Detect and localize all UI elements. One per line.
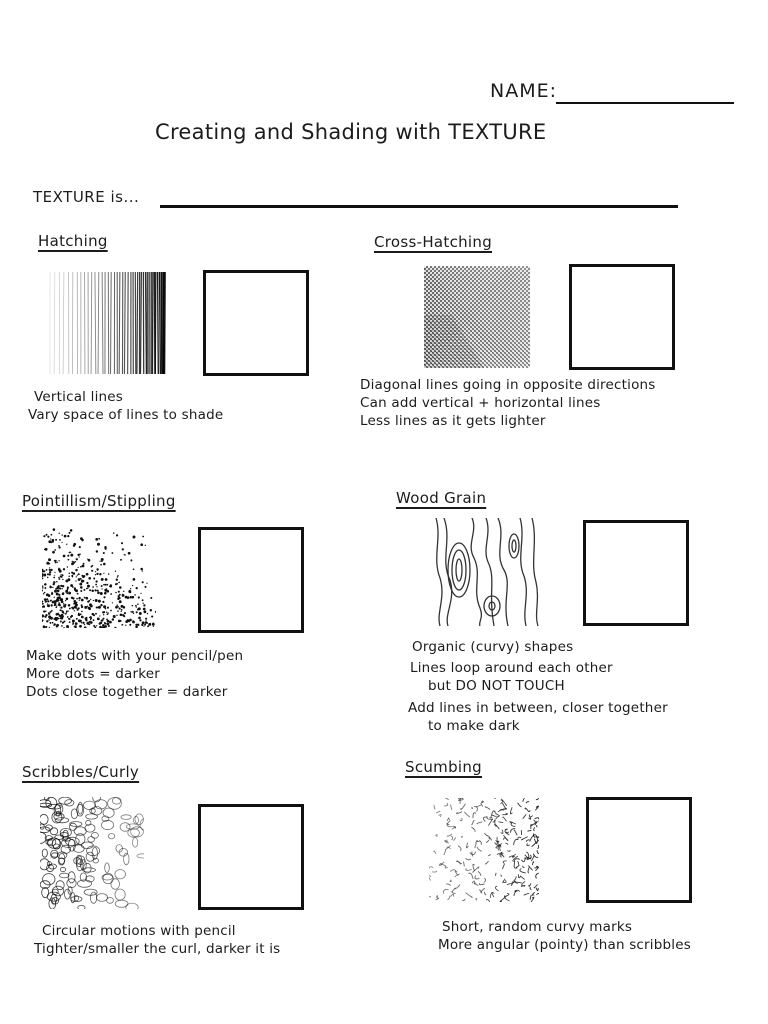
scumbing-description (438, 918, 691, 954)
pointillism-line-2: More dots = darker (26, 666, 160, 682)
scumbing-heading: Scumbing (405, 758, 483, 776)
cross-hatching-practice-box[interactable] (569, 264, 675, 370)
scribbles-line-1: Circular motions with pencil (42, 923, 236, 939)
wood-grain-line-3: but DO NOT TOUCH (428, 678, 565, 694)
cross-hatching-description (360, 376, 656, 430)
scumbing-practice-box[interactable] (586, 797, 692, 903)
page-title: Creating and Shading with TEXTURE (155, 120, 547, 144)
wood-grain-sample-image (432, 518, 542, 626)
wood-grain-line-4: Add lines in between, closer together (408, 700, 668, 716)
hatching-description (28, 388, 223, 424)
hatching-line-2: Vary space of lines to shade (28, 407, 224, 423)
pointillism-description (26, 647, 243, 701)
scribbles-heading: Scribbles/Curly (22, 763, 140, 781)
wood-grain-line-2: Lines loop around each other (410, 660, 613, 676)
texture-definition-field[interactable] (160, 205, 678, 208)
scribbles-practice-box[interactable] (198, 804, 304, 910)
wood-grain-line-5: to make dark (428, 718, 520, 734)
hatching-line-1: Vertical lines (34, 389, 124, 405)
hatching-practice-box[interactable] (203, 270, 309, 376)
pointillism-practice-box[interactable] (198, 527, 304, 633)
pointillism-line-3: Dots close together = darker (26, 684, 228, 700)
hatching-sample-image (48, 272, 166, 374)
wood-grain-description (408, 638, 668, 735)
scribbles-sample-image (40, 797, 144, 909)
cross-hatching-sample-image (424, 266, 530, 368)
wood-grain-line-1: Organic (curvy) shapes (412, 639, 574, 655)
hatching-heading: Hatching (38, 232, 108, 250)
cross-hatching-heading: Cross-Hatching (374, 233, 493, 251)
cross-hatching-line-1: Diagonal lines going in opposite directions (360, 377, 656, 393)
cross-hatching-line-3: Less lines as it gets lighter (360, 413, 546, 429)
wood-grain-heading: Wood Grain (396, 489, 487, 507)
pointillism-line-1: Make dots with your pencil/pen (26, 648, 244, 664)
scribbles-line-2: Tighter/smaller the curl, darker it is (34, 941, 281, 957)
texture-definition-label: TEXTURE is... (33, 188, 140, 206)
name-label: NAME: (490, 80, 558, 102)
pointillism-heading: Pointillism/Stippling (22, 492, 176, 510)
scumbing-line-2: More angular (pointy) than scribbles (438, 937, 691, 953)
scumbing-line-1: Short, random curvy marks (442, 919, 633, 935)
name-field[interactable] (556, 102, 734, 104)
scumbing-sample-image (429, 798, 539, 902)
wood-grain-practice-box[interactable] (583, 520, 689, 626)
cross-hatching-line-2: Can add vertical + horizontal lines (360, 395, 601, 411)
scribbles-description (34, 922, 280, 958)
pointillism-sample-image (42, 528, 156, 628)
